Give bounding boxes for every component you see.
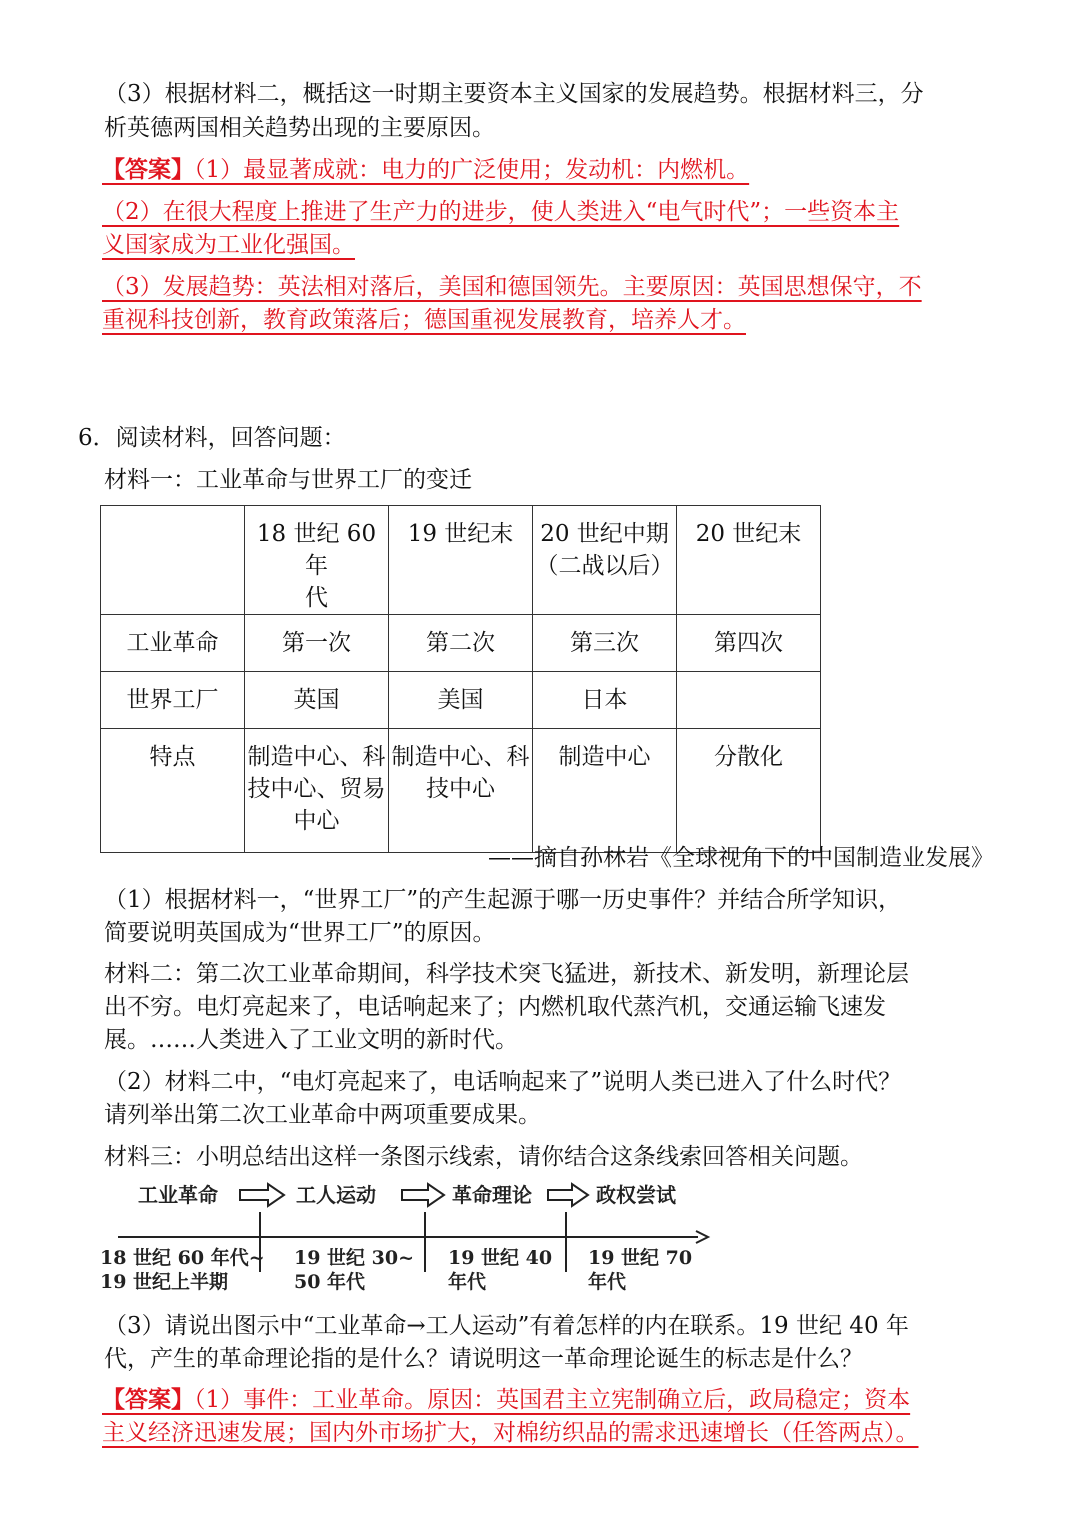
table-cell	[677, 672, 821, 729]
cell-text: 世界工厂	[126, 687, 219, 713]
period-label: 19 世纪 30~	[294, 1247, 415, 1269]
cell-text: 制造中心、科 技中心、贸易 中心	[247, 744, 386, 834]
stage-label: 革命理论	[452, 1183, 532, 1207]
prev-q3-line2: 析英德两国相关趋势出现的主要原因。	[104, 115, 495, 141]
table-cell	[533, 615, 677, 672]
answer-line2: 主义经济迅速发展；国内外市场扩大，对棉纺织品的需求迅速增长（任答两点）。	[102, 1420, 919, 1446]
table-cell	[101, 615, 245, 672]
timeline-diagram	[98, 1178, 718, 1298]
cell-text: 分散化	[714, 744, 783, 770]
material2-line3: 展。……人类进入了工业文明的新时代。	[104, 1027, 518, 1053]
period-label: 18 世纪 60 年代~	[100, 1247, 265, 1269]
table-cell	[389, 615, 533, 672]
table-cell	[677, 506, 821, 615]
prev-q3-line1: （3）根据材料二，概括这一时期主要资本主义国家的发展趋势。根据材料三，分	[104, 81, 924, 107]
table-header-row	[101, 506, 821, 615]
table-cell	[245, 672, 389, 729]
table-cell	[389, 672, 533, 729]
material2-line2: 出不穷。电灯亮起来了，电话响起来了；内燃机取代蒸汽机，交通运输飞速发	[104, 994, 886, 1020]
answer-line1	[102, 1384, 910, 1416]
hollow-arrow-icon	[548, 1184, 588, 1206]
q2-line2: 请列举出第二次工业革命中两项重要成果。	[104, 1102, 541, 1128]
cell-text: 20 世纪中期 （二战以后）	[535, 521, 674, 579]
cell-text: 第三次	[570, 630, 639, 656]
industrial-revolution-table	[100, 505, 821, 853]
cell-text: 美国	[437, 687, 484, 713]
hollow-arrow-icon	[402, 1184, 444, 1206]
prev-answer-a3-line2: 重视科技创新，教育政策落后；德国重视发展教育，培养人才。	[102, 307, 746, 333]
material2-line1: 材料二：第二次工业革命期间，科学技术突飞猛进，新技术、新发明，新理论层	[104, 961, 909, 987]
table-cell	[101, 506, 245, 615]
cell-text: 第二次	[426, 630, 495, 656]
period-label: 19 世纪上半期	[100, 1271, 229, 1293]
q3-line1: （3）请说出图示中“工业革命→工人运动”有着怎样的内在联系。19 世纪 40 年	[104, 1313, 909, 1339]
material1-title: 材料一：工业革命与世界工厂的变迁	[104, 467, 472, 493]
stage-label: 工业革命	[138, 1183, 218, 1207]
table-cell	[677, 615, 821, 672]
table-row	[101, 672, 821, 729]
hollow-arrow-icon	[240, 1184, 284, 1206]
q1-line1: （1）根据材料一，“世界工厂”的产生起源于哪一历史事件？并结合所学知识，	[104, 887, 902, 913]
cell-text: 工业革命	[126, 630, 219, 656]
period-label: 50 年代	[294, 1271, 366, 1293]
table-cell	[389, 506, 533, 615]
answer-label: 【答案】	[102, 1386, 194, 1413]
table-cell	[101, 672, 245, 729]
q2-line1: （2）材料二中，“电灯亮起来了，电话响起来了”说明人类已进入了什么时代？	[104, 1069, 902, 1095]
cell-text: 制造中心、科 技中心	[391, 744, 530, 802]
period-label: 19 世纪 40	[448, 1247, 553, 1269]
period-label: 年代	[448, 1271, 487, 1293]
period-label: 19 世纪 70	[588, 1247, 693, 1269]
table-cell	[533, 672, 677, 729]
q3-line2: 代，产生的革命理论指的是什么？请说明这一革命理论诞生的标志是什么？	[104, 1346, 863, 1372]
table-cell	[245, 506, 389, 615]
flow-arrows	[240, 1184, 588, 1206]
cell-text: 第四次	[714, 630, 783, 656]
cell-text: 英国	[293, 687, 340, 713]
question6-title: 6．阅读材料，回答问题：	[78, 425, 346, 451]
stage-label: 工人运动	[296, 1183, 376, 1207]
table-cell	[389, 729, 533, 853]
prev-answer-a2-line1: （2）在很大程度上推进了生产力的进步，使人类进入“电气时代”；一些资本主	[102, 199, 900, 225]
table-row	[101, 615, 821, 672]
cell-text: 制造中心	[558, 744, 651, 770]
prev-answer-a1-text: （1）最显著成就：电力的广泛使用；发动机：内燃机。	[194, 157, 750, 183]
prev-answer-a2-line2: 义国家成为工业化强国。	[102, 232, 355, 258]
table-cell	[245, 615, 389, 672]
cell-text: 特点	[149, 744, 196, 770]
prev-answer-a3-line1: （3）发展趋势：英法相对落后，美国和德国领先。主要原因：英国思想保守，不	[102, 274, 922, 300]
table-cell	[533, 506, 677, 615]
source-citation: ——摘自孙林岩《全球视角下的中国制造业发展》	[488, 845, 994, 871]
table-cell	[677, 729, 821, 853]
stage-label: 政权尝试	[596, 1183, 676, 1207]
answer-line1-text: （1）事件：工业革命。原因：英国君主立宪制确立后，政局稳定；资本	[194, 1387, 911, 1413]
cell-text: 日本	[581, 687, 628, 713]
cell-text: 19 世纪末	[407, 521, 514, 547]
table-cell	[533, 729, 677, 853]
material3-line: 材料三：小明总结出这样一条图示线索，请你结合这条线索回答相关问题。	[104, 1144, 863, 1170]
table-row	[101, 729, 821, 853]
cell-text: 18 世纪 60 年 代	[256, 521, 377, 611]
table-cell	[101, 729, 245, 853]
table-cell	[245, 729, 389, 853]
answer-label: 【答案】	[102, 156, 194, 183]
cell-text: 20 世纪末	[695, 521, 802, 547]
cell-text: 第一次	[282, 630, 351, 656]
prev-answer-a1	[102, 154, 749, 186]
period-label: 年代	[588, 1271, 627, 1293]
q1-line2: 简要说明英国成为“世界工厂”的原因。	[104, 920, 496, 946]
